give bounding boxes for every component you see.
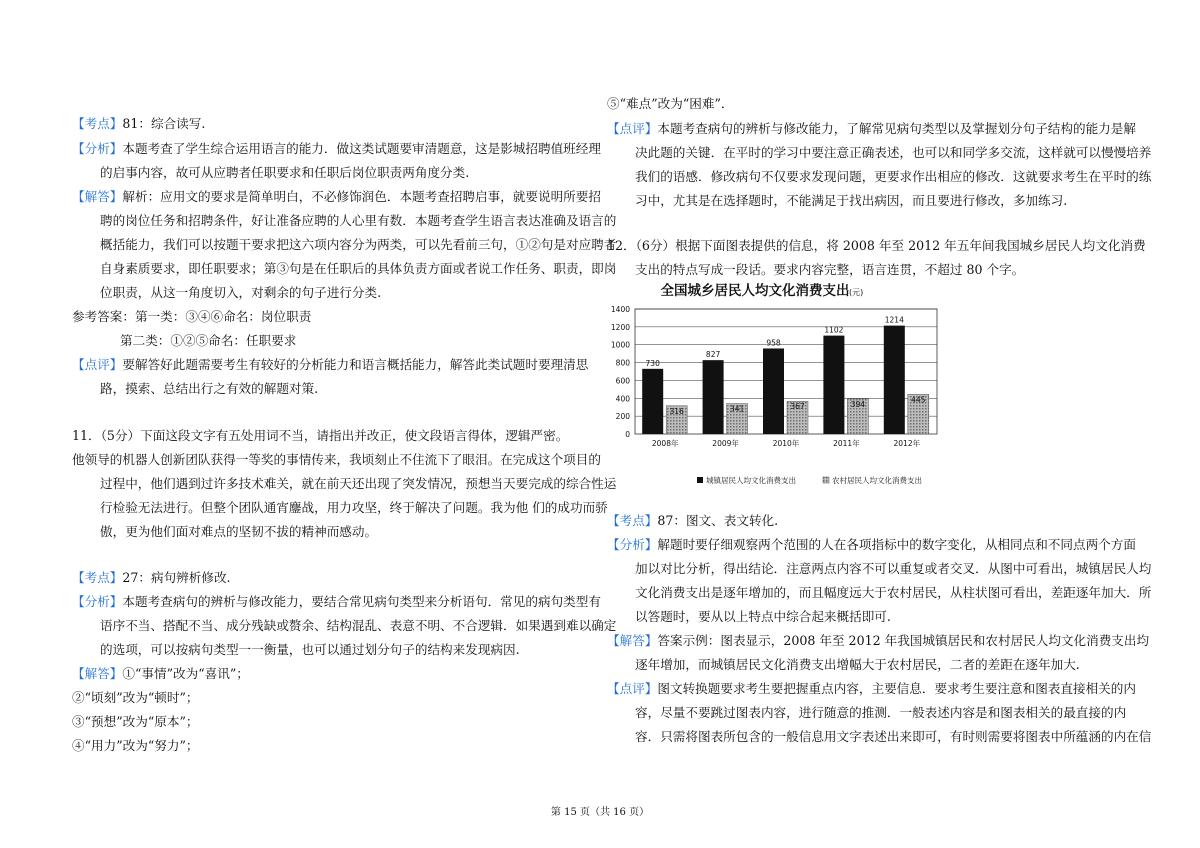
x-tick-label: 2009年 [712, 439, 739, 448]
q11-passage-line-2: 行检验无法进行。但整个团队通宵鏖战，用力攻坚，终于解决了问题。我为他 们的成功而骄 [100, 500, 608, 515]
q11-fenxi-line-0 [72, 594, 601, 610]
y-tick-label: 1400 [610, 305, 630, 314]
section-tag: 【分析】 [72, 141, 123, 156]
data-label-urban: 827 [705, 350, 721, 360]
q12-jieda-line-0 [607, 633, 1149, 649]
text-line: 解题时要仔细观察两个范围的人在各项指标中的数字变化，从相同点和不同点两个方面 [657, 537, 1136, 552]
section-text: 87：图文、表文转化. [657, 513, 779, 528]
q10-dianping-line-1: 路，摸索、总结出行之有效的解题对策. [100, 381, 319, 396]
x-tick-label: 2012年 [893, 439, 921, 448]
bar-chart [607, 282, 947, 492]
q10-fenxi-line-1: 的启事内容，故可从应聘者任职要求和任职后岗位职责两角度分类. [100, 165, 470, 180]
q10-answer-line-0: 参考答案：第一类：③④⑥命名：岗位职责 [72, 309, 312, 324]
section-tag: 【考点】 [72, 116, 123, 131]
q12-stem-line-0: 12．（6分）根据下面图表提供的信息，将 2008 年至 2012 年五年间我国城乡居民人均文化消费 [607, 238, 1146, 253]
data-label-rural: 316 [669, 406, 684, 416]
q12-kaodian [607, 513, 778, 529]
q12-dianping-line-1: 容，尽量不要跳过图表内容，进行随意的推测．一般表述内容是和图表相关的最直接的内 [635, 705, 1127, 720]
section-tag: 【考点】 [607, 513, 658, 528]
y-tick-label: 0 [625, 430, 630, 439]
section-tag: 【解答】 [607, 633, 658, 648]
q10-fenxi-line-0 [72, 141, 601, 157]
data-label-rural: 394 [850, 399, 866, 409]
bar-urban [763, 348, 784, 434]
q10-jieda-line-1: 聘的岗位任务和招聘条件，好让准备应聘的人心里有数．本题考查学生语言表达准确及语言的 [100, 213, 617, 228]
section-text: 27：病句辨析修改. [122, 570, 231, 585]
q11-passage-line-1: 过程中，他们遇到过许多技术难关，就在前天还出现了突发情况，预想当天要完成的综合性运 [100, 476, 617, 491]
q10-kaodian [72, 116, 205, 132]
q10-dianping-line-0 [72, 357, 588, 373]
y-tick-label: 1200 [610, 322, 630, 332]
y-tick-label: 400 [615, 394, 630, 404]
text-line: 要解答好此题需要考生有较好的分析能力和语言概括能力，解答此类试题时要理清思 [122, 357, 589, 372]
data-label-urban: 730 [645, 358, 660, 368]
page-number: 第 15 页（共 16 页） [550, 807, 650, 818]
text-line: 本题考查了学生综合运用语言的能力．做这类试题要审清题意，这是影城招聘值班经理 [122, 141, 601, 156]
q11-jieda-line-0 [72, 666, 249, 682]
x-tick-label: 2008年 [651, 439, 679, 448]
text-line: ①“事情”改为“喜讯”； [122, 666, 249, 681]
section-tag: 【点评】 [72, 357, 123, 372]
x-tick-label: 2011年 [833, 439, 860, 448]
section-tag: 【解答】 [72, 666, 123, 681]
y-tick-label: 800 [615, 358, 630, 368]
x-tick-label: 2010年 [772, 439, 800, 448]
q10-jieda-line-3: 自身素质要求，即任职要求；第③句是在任职后的具体负责方面或者说工作任务、职责，即岗 [100, 261, 617, 276]
q10-jieda-line-2: 概括能力，我们可以按题干要求把这六项内容分为两类，可以先看前三句，①②句是对应聘者 [100, 237, 617, 252]
q11-jieda-line-1: ②“顷刻”改为“顿时”； [72, 690, 199, 705]
q11-stem: 11．（5分）下面这段文字有五处用词不当，请指出并改正，使文段语言得体，逻辑严密。 [72, 428, 569, 443]
data-label-urban: 1102 [824, 325, 844, 335]
q11-kaodian [72, 570, 231, 586]
q12-jieda-line-1: 逐年增加，而城镇居民文化消费支出增幅大于农村居民，二者的差距在逐年加大. [635, 657, 1080, 672]
q12-stem-line-1: 支出的特点写成一段话。要求内容完整，语言连贯，不超过 80 个字。 [635, 262, 1025, 277]
section-tag: 【分析】 [607, 537, 658, 552]
text-line: 解析：应用文的要求是简单明白，不必修饰润色．本题考查招聘启事，就要说明所要招 [122, 189, 601, 204]
q11-passage-line-3: 傲，更为他们面对难点的坚韧不拔的精神而感动。 [100, 524, 378, 539]
data-label-rural: 341 [729, 404, 745, 414]
q12-fenxi-line-0 [607, 537, 1136, 553]
data-label-rural: 445 [911, 395, 926, 405]
q11-fenxi-line-1: 语序不当、搭配不当、成分残缺或赘余、结构混乱、表意不明、不合逻辑．如果遇到难以确定 [100, 618, 617, 633]
chart-title: 全国城乡居民人均文化消费支出 [660, 283, 850, 299]
legend-label-urban: 城镇居民人均文化消费支出 [706, 476, 796, 485]
bar-urban [823, 336, 844, 434]
data-label-urban: 1214 [884, 315, 904, 325]
section-tag: 【考点】 [72, 570, 123, 585]
q11-dianping-line-0 [607, 121, 1136, 137]
y-tick-label: 200 [615, 412, 630, 422]
q11-fenxi-line-2: 的选项，可以按病句类型一一衡量，也可以通过划分句子的结构来发现病因. [100, 642, 520, 657]
legend-swatch-rural [823, 477, 829, 483]
legend-swatch-urban [697, 477, 703, 483]
q11-dianping-line-1: 决此题的关键．在平时的学习中要注意正确表述，也可以和同学多交流，这样就可以慢慢培养 [635, 145, 1152, 160]
text-line: 答案示例：图表显示，2008 年至 2012 年我国城镇居民和农村居民人均文化消费支出均 [657, 633, 1150, 648]
section-tag: 【分析】 [72, 594, 123, 609]
q10-jieda-line-4: 位职责，从这一角度切入，对剩余的句子进行分类. [100, 285, 382, 300]
y-tick-label: 600 [615, 376, 630, 386]
q10-jieda-line-0 [72, 189, 601, 205]
q12-fenxi-line-1: 加以对比分析，得出结论．注意两点内容不可以重复或者交叉．从图中可看出，城镇居民人均 [635, 561, 1152, 576]
q12-dianping-line-2: 容．只需将图表所包含的一般信息用文字表述出来即可，有时则需要将图表中所蕴涵的内在信 [635, 729, 1152, 744]
chart-title-unit: (元) [849, 288, 864, 297]
q11-jieda-line-4: ⑤“难点”改为“困难”． [607, 96, 734, 111]
q11-dianping-line-2: 我们的语感．修改病句不仅要求发现问题，更要求作出相应的修改．这就要求考生在平时的练 [635, 169, 1152, 184]
q12-fenxi-line-3: 以答题时，要从以上特点中综合起来概括即可. [635, 609, 891, 624]
text-line: 图文转换题要求考生要把握重点内容，主要信息．要求考生要注意和图表直接相关的内 [657, 681, 1136, 696]
bar-urban [703, 360, 724, 434]
y-tick-label: 1000 [610, 340, 630, 350]
text-line: 本题考查病句的辨析与修改能力，要结合常见病句类型来分析语句．常见的病句类型有 [122, 594, 601, 609]
data-label-urban: 958 [766, 338, 781, 348]
section-tag: 【点评】 [607, 121, 658, 136]
section-text: 81：综合读写. [122, 116, 206, 131]
data-label-rural: 367 [790, 402, 805, 412]
q12-fenxi-line-2: 文化消费支出是逐年增加的，而且幅度远大于农村居民，从柱状图可看出，差距逐年加大．所 [635, 585, 1152, 600]
text-line: 本题考查病句的辨析与修改能力，了解常见病句类型以及掌握划分句子结构的能力是解 [657, 121, 1136, 136]
q11-dianping-line-3: 习中，尤其是在选择题时，不能满足于找出病因，而且要进行修改，多加练习. [635, 193, 1068, 208]
bar-urban [642, 369, 663, 434]
q11-jieda-line-2: ③“预想”改为“原本”； [72, 714, 199, 729]
section-tag: 【解答】 [72, 189, 123, 204]
q11-jieda-line-3: ④“用力”改为“努力”； [72, 738, 199, 753]
q12-dianping-line-0 [607, 681, 1136, 697]
q10-answer-line-1: 第二类：①②⑤命名：任职要求 [120, 333, 297, 348]
bar-urban [884, 326, 905, 434]
q11-passage-line-0: 他领导的机器人创新团队获得一等奖的事情传来，我顷刻止不住流下了眼泪。在完成这个项目的 [72, 452, 601, 467]
legend-label-rural: 农村居民人均文化消费支出 [832, 476, 922, 485]
section-tag: 【点评】 [607, 681, 658, 696]
